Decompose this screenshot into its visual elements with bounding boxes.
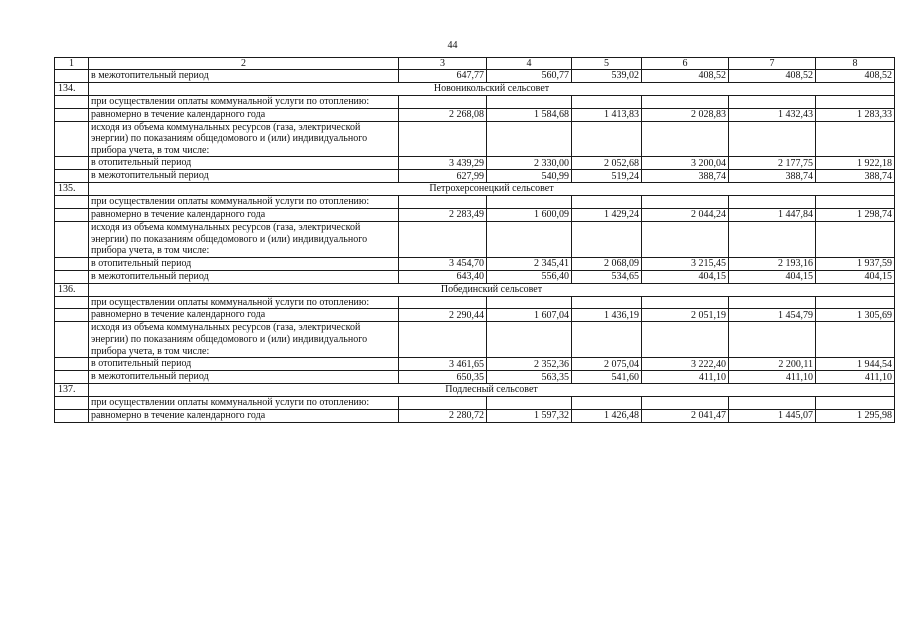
table-row bbox=[55, 270, 895, 283]
index-cell bbox=[55, 358, 89, 371]
index-cell bbox=[55, 270, 89, 283]
value-cell: 388,74 bbox=[816, 170, 895, 183]
value-cell: 1 432,43 bbox=[729, 108, 816, 121]
value-cell: 1 584,68 bbox=[487, 108, 572, 121]
section-title: Новоникольский сельсовет bbox=[89, 83, 895, 96]
value-cell bbox=[399, 296, 487, 309]
value-cell bbox=[816, 296, 895, 309]
section-index: 137. bbox=[55, 384, 89, 397]
value-cell bbox=[572, 196, 642, 209]
row-label: в межотопительный период bbox=[89, 371, 399, 384]
section-header-row bbox=[55, 384, 895, 397]
table-row bbox=[55, 196, 895, 209]
index-cell bbox=[55, 170, 89, 183]
index-cell bbox=[55, 208, 89, 221]
value-cell: 404,15 bbox=[816, 270, 895, 283]
value-cell: 1 305,69 bbox=[816, 309, 895, 322]
index-cell bbox=[55, 108, 89, 121]
value-cell: 1 922,18 bbox=[816, 157, 895, 170]
value-cell bbox=[816, 121, 895, 157]
index-cell bbox=[55, 397, 89, 410]
value-cell: 2 280,72 bbox=[399, 409, 487, 422]
value-cell: 1 597,32 bbox=[487, 409, 572, 422]
value-cell: 408,52 bbox=[729, 70, 816, 83]
table-row bbox=[55, 371, 895, 384]
value-cell bbox=[642, 221, 729, 257]
value-cell: 2 075,04 bbox=[572, 358, 642, 371]
value-cell: 411,10 bbox=[816, 371, 895, 384]
value-cell: 408,52 bbox=[642, 70, 729, 83]
value-cell: 2 268,08 bbox=[399, 108, 487, 121]
value-cell bbox=[816, 322, 895, 358]
value-cell: 541,60 bbox=[572, 371, 642, 384]
value-cell bbox=[399, 96, 487, 109]
row-label: при осуществлении оплаты коммунальной услуги по отоплению: bbox=[89, 296, 399, 309]
column-header: 7 bbox=[729, 58, 816, 70]
row-label: исходя из объема коммунальных ресурсов (газа, электрической энергии) по показаниям общедомового и (или) индивидуального прибора учета, в том числе: bbox=[89, 121, 399, 157]
value-cell: 411,10 bbox=[729, 371, 816, 384]
value-cell: 1 447,84 bbox=[729, 208, 816, 221]
section-title: Подлесный сельсовет bbox=[89, 384, 895, 397]
value-cell: 2 041,47 bbox=[642, 409, 729, 422]
value-cell: 2 177,75 bbox=[729, 157, 816, 170]
value-cell: 1 607,04 bbox=[487, 309, 572, 322]
section-title: Петрохерсонецкий сельсовет bbox=[89, 183, 895, 196]
row-label: в отопительный период bbox=[89, 358, 399, 371]
value-cell: 3 222,40 bbox=[642, 358, 729, 371]
value-cell: 3 200,04 bbox=[642, 157, 729, 170]
value-cell: 1 295,98 bbox=[816, 409, 895, 422]
table-row bbox=[55, 170, 895, 183]
value-cell bbox=[729, 397, 816, 410]
value-cell: 408,52 bbox=[816, 70, 895, 83]
row-label: при осуществлении оплаты коммунальной услуги по отоплению: bbox=[89, 196, 399, 209]
value-cell: 560,77 bbox=[487, 70, 572, 83]
row-label: равномерно в течение календарного года bbox=[89, 108, 399, 121]
value-cell bbox=[642, 121, 729, 157]
value-cell bbox=[572, 121, 642, 157]
value-cell bbox=[487, 397, 572, 410]
value-cell bbox=[399, 121, 487, 157]
value-cell: 650,35 bbox=[399, 371, 487, 384]
value-cell: 388,74 bbox=[729, 170, 816, 183]
index-cell bbox=[55, 257, 89, 270]
value-cell: 3 461,65 bbox=[399, 358, 487, 371]
value-cell bbox=[399, 397, 487, 410]
value-cell bbox=[642, 322, 729, 358]
section-title: Побединский сельсовет bbox=[89, 283, 895, 296]
value-cell bbox=[816, 397, 895, 410]
row-label: исходя из объема коммунальных ресурсов (газа, электрической энергии) по показаниям общедомового и (или) индивидуального прибора учета, в том числе: bbox=[89, 221, 399, 257]
value-cell: 404,15 bbox=[642, 270, 729, 283]
index-cell bbox=[55, 221, 89, 257]
value-cell bbox=[572, 296, 642, 309]
index-cell bbox=[55, 322, 89, 358]
value-cell: 3 454,70 bbox=[399, 257, 487, 270]
index-cell bbox=[55, 157, 89, 170]
value-cell bbox=[487, 322, 572, 358]
value-cell bbox=[729, 121, 816, 157]
row-label: в отопительный период bbox=[89, 257, 399, 270]
row-label: при осуществлении оплаты коммунальной услуги по отоплению: bbox=[89, 96, 399, 109]
section-index: 135. bbox=[55, 183, 89, 196]
tariff-table bbox=[54, 57, 895, 423]
value-cell: 627,99 bbox=[399, 170, 487, 183]
value-cell: 411,10 bbox=[642, 371, 729, 384]
value-cell bbox=[816, 196, 895, 209]
table-row bbox=[55, 221, 895, 257]
table-row bbox=[55, 208, 895, 221]
value-cell: 540,99 bbox=[487, 170, 572, 183]
value-cell: 2 290,44 bbox=[399, 309, 487, 322]
section-index: 134. bbox=[55, 83, 89, 96]
column-header: 1 bbox=[55, 58, 89, 70]
value-cell: 388,74 bbox=[642, 170, 729, 183]
value-cell: 1 937,59 bbox=[816, 257, 895, 270]
value-cell: 2 352,36 bbox=[487, 358, 572, 371]
value-cell: 556,40 bbox=[487, 270, 572, 283]
row-label: в межотопительный период bbox=[89, 70, 399, 83]
value-cell: 1 454,79 bbox=[729, 309, 816, 322]
column-header: 4 bbox=[487, 58, 572, 70]
row-label: равномерно в течение календарного года bbox=[89, 309, 399, 322]
table-row bbox=[55, 257, 895, 270]
value-cell bbox=[642, 96, 729, 109]
value-cell bbox=[729, 221, 816, 257]
section-header-row bbox=[55, 83, 895, 96]
row-label: в межотопительный период bbox=[89, 170, 399, 183]
section-header-row bbox=[55, 183, 895, 196]
value-cell: 647,77 bbox=[399, 70, 487, 83]
value-cell bbox=[729, 196, 816, 209]
value-cell: 1 429,24 bbox=[572, 208, 642, 221]
page-number: 44 bbox=[447, 40, 458, 51]
value-cell: 643,40 bbox=[399, 270, 487, 283]
value-cell bbox=[572, 96, 642, 109]
value-cell bbox=[816, 221, 895, 257]
row-label: в межотопительный период bbox=[89, 270, 399, 283]
value-cell bbox=[642, 397, 729, 410]
index-cell bbox=[55, 96, 89, 109]
table-row bbox=[55, 309, 895, 322]
index-cell bbox=[55, 196, 89, 209]
index-cell bbox=[55, 121, 89, 157]
table-row bbox=[55, 397, 895, 410]
table-row bbox=[55, 96, 895, 109]
value-cell: 2 028,83 bbox=[642, 108, 729, 121]
index-cell bbox=[55, 70, 89, 83]
value-cell bbox=[399, 221, 487, 257]
value-cell: 563,35 bbox=[487, 371, 572, 384]
value-cell: 2 068,09 bbox=[572, 257, 642, 270]
value-cell bbox=[816, 96, 895, 109]
index-cell bbox=[55, 296, 89, 309]
column-header: 5 bbox=[572, 58, 642, 70]
value-cell bbox=[487, 196, 572, 209]
value-cell: 3 439,29 bbox=[399, 157, 487, 170]
table-row bbox=[55, 409, 895, 422]
value-cell bbox=[572, 397, 642, 410]
value-cell bbox=[572, 322, 642, 358]
table-row bbox=[55, 322, 895, 358]
value-cell: 2 200,11 bbox=[729, 358, 816, 371]
value-cell bbox=[487, 121, 572, 157]
table-row bbox=[55, 70, 895, 83]
value-cell: 2 193,16 bbox=[729, 257, 816, 270]
value-cell bbox=[399, 322, 487, 358]
value-cell: 2 052,68 bbox=[572, 157, 642, 170]
column-header: 8 bbox=[816, 58, 895, 70]
column-header: 3 bbox=[399, 58, 487, 70]
value-cell: 1 298,74 bbox=[816, 208, 895, 221]
value-cell bbox=[642, 296, 729, 309]
table-row bbox=[55, 296, 895, 309]
value-cell: 519,24 bbox=[572, 170, 642, 183]
row-label: при осуществлении оплаты коммунальной услуги по отоплению: bbox=[89, 397, 399, 410]
value-cell: 1 436,19 bbox=[572, 309, 642, 322]
value-cell: 2 283,49 bbox=[399, 208, 487, 221]
table-row bbox=[55, 121, 895, 157]
value-cell: 1 445,07 bbox=[729, 409, 816, 422]
value-cell: 1 283,33 bbox=[816, 108, 895, 121]
value-cell bbox=[572, 221, 642, 257]
value-cell bbox=[487, 221, 572, 257]
value-cell: 2 044,24 bbox=[642, 208, 729, 221]
value-cell bbox=[729, 296, 816, 309]
value-cell: 1 413,83 bbox=[572, 108, 642, 121]
section-index: 136. bbox=[55, 283, 89, 296]
value-cell bbox=[642, 196, 729, 209]
value-cell bbox=[487, 96, 572, 109]
column-header: 2 bbox=[89, 58, 399, 70]
value-cell: 534,65 bbox=[572, 270, 642, 283]
value-cell: 1 600,09 bbox=[487, 208, 572, 221]
value-cell bbox=[729, 96, 816, 109]
value-cell bbox=[399, 196, 487, 209]
table-row bbox=[55, 157, 895, 170]
value-cell: 404,15 bbox=[729, 270, 816, 283]
value-cell: 539,02 bbox=[572, 70, 642, 83]
value-cell: 1 426,48 bbox=[572, 409, 642, 422]
index-cell bbox=[55, 371, 89, 384]
value-cell bbox=[729, 322, 816, 358]
index-cell bbox=[55, 409, 89, 422]
value-cell: 2 330,00 bbox=[487, 157, 572, 170]
table-row bbox=[55, 108, 895, 121]
row-label: равномерно в течение календарного года bbox=[89, 409, 399, 422]
column-header-row bbox=[55, 58, 895, 70]
row-label: в отопительный период bbox=[89, 157, 399, 170]
column-header: 6 bbox=[642, 58, 729, 70]
value-cell: 2 345,41 bbox=[487, 257, 572, 270]
row-label: равномерно в течение календарного года bbox=[89, 208, 399, 221]
value-cell: 2 051,19 bbox=[642, 309, 729, 322]
section-header-row bbox=[55, 283, 895, 296]
index-cell bbox=[55, 309, 89, 322]
value-cell: 1 944,54 bbox=[816, 358, 895, 371]
table-row bbox=[55, 358, 895, 371]
value-cell bbox=[487, 296, 572, 309]
row-label: исходя из объема коммунальных ресурсов (газа, электрической энергии) по показаниям общедомового и (или) индивидуального прибора учета, в том числе: bbox=[89, 322, 399, 358]
value-cell: 3 215,45 bbox=[642, 257, 729, 270]
